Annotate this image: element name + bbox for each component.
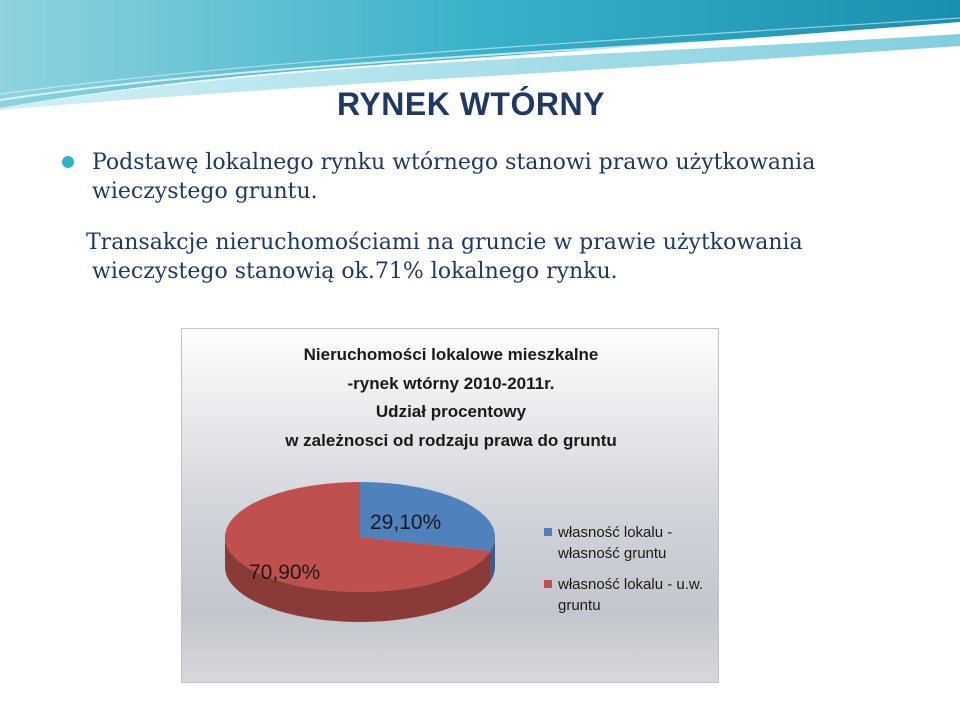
chart-title-line: w zależnosci od rodzaju prawa do gruntu — [285, 430, 617, 450]
legend-label-line: gruntu — [558, 597, 601, 614]
pie-chart — [182, 329, 720, 684]
body-paragraph — [86, 228, 803, 286]
bullet-line-2: wieczystego gruntu. — [92, 179, 318, 204]
paragraph-line-1: Transakcje nieruchomościami na gruncie w prawie użytkowania — [86, 230, 803, 255]
legend-label-line: własność lokalu - — [558, 524, 673, 541]
paragraph-line-2: wieczystego stanowią ok.71% lokalnego rynku. — [92, 259, 618, 284]
bullet-paragraph — [92, 148, 922, 206]
data-label-slice-2: 70,90% — [249, 561, 321, 584]
legend-item — [544, 522, 733, 564]
legend-swatch — [544, 580, 552, 588]
bullet-line-1: Podstawę lokalnego rynku wtórnego stanowi prawo użytkowania — [92, 150, 816, 175]
chart-legend — [544, 522, 733, 626]
chart-title-line: Udział procentowy — [375, 402, 527, 421]
chart-title-line: Nieruchomości lokalowe mieszkalne — [303, 345, 599, 364]
bullet-icon — [62, 156, 74, 168]
slide-title — [0, 86, 960, 130]
legend-item — [544, 574, 733, 616]
pie-chart-container — [181, 328, 719, 683]
data-label-slice-1: 29,10% — [370, 511, 442, 534]
legend-label-line: własność lokalu - u.w. — [558, 576, 704, 593]
slide-title-text: RYNEK WTÓRNY — [337, 86, 605, 122]
legend-label-line: własność gruntu — [558, 545, 667, 562]
chart-title-line: -rynek wtórny 2010-2011r. — [347, 373, 555, 393]
legend-swatch — [544, 528, 552, 536]
